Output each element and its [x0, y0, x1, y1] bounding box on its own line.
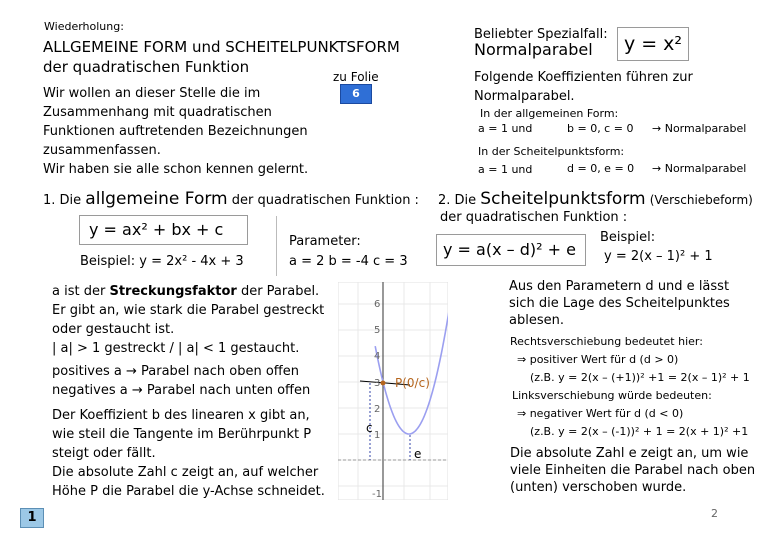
parabola-graph — [338, 282, 448, 500]
page-number-left: 1 — [20, 508, 44, 528]
general-example: Beispiel: y = 2x² - 4x + 3 — [80, 254, 244, 269]
general-form-section-heading: 1. Die allgemeine Form der quadratischen Funktion : — [43, 189, 419, 209]
e-description: Die absolute Zahl e zeigt an, um wie viele Einheiten die Parabel nach oben (unten) verschoben wurde. — [510, 446, 756, 495]
vertex-form-de: d = 0, e = 0 — [567, 162, 635, 175]
general-form-a: a = 1 und — [478, 122, 533, 135]
review-label: Wiederholung: — [44, 20, 124, 33]
to-slide-button[interactable]: 6 — [340, 84, 372, 104]
page-title-line2: der quadratischen Funktion — [43, 58, 250, 76]
tick-minus1: -1 — [372, 489, 382, 500]
right-shift-example: (z.B. y = 2(x – (+1))² +1 = 2(x – 1)² + 1 — [530, 371, 750, 384]
page-number-right: 2 — [711, 507, 718, 520]
e-label: e — [414, 447, 422, 461]
vertex-form-section-heading: 2. Die Scheitelpunktsform (Verschiebeform) — [438, 189, 753, 209]
vertex-form-a: a = 1 und — [478, 163, 533, 176]
tick-6: 6 — [374, 299, 381, 310]
page-title-line1: ALLGEMEINE FORM und SCHEITELPUNKTSFORM — [43, 38, 400, 56]
general-form-result: → Normalparabel — [652, 122, 747, 135]
right-shift-rule: ⇒ positiver Wert für d (d > 0) — [517, 353, 679, 366]
to-slide-label: zu Folie — [333, 70, 379, 84]
vertex-form-heading-line2: der quadratischen Funktion : — [440, 210, 628, 225]
tick-2: 2 — [374, 404, 381, 415]
vertex-formula-box — [436, 234, 586, 266]
point-p — [381, 381, 386, 386]
vertex-formula: y = a(x – d)² + e — [443, 240, 576, 259]
left-shift-rule: ⇒ negativer Wert für d (d < 0) — [517, 407, 684, 420]
vertex-example-formula: y = 2(x – 1)² + 1 — [604, 249, 713, 264]
general-formula: y = ax² + bx + c — [89, 220, 224, 239]
intro-text: Wir wollen an dieser Stelle die im Zusammenhang mit quadratischen Funktionen auftretenden Bezeichnungen zusammenfassen. Wir haben sie alle schon kennen gelernt. — [43, 86, 309, 177]
vertex-example-label: Beispiel: — [600, 230, 656, 245]
coefficient-text: Der Koeffizient b des linearen x gibt an, wie steil die Tangente im Berührpunkt P steigt oder fällt. Die absolute Zahl c zeigt an, auf welcher Höhe P die Parabel die y-Achse schneidet. — [52, 408, 325, 499]
special-lead-line1: Folgende Koeffizienten führen zur — [474, 70, 693, 85]
special-case-label: Beliebter Spezialfall: — [474, 27, 608, 42]
params-label: Parameter: — [289, 234, 361, 249]
general-formula-box — [79, 215, 248, 245]
tick-5: 5 — [374, 325, 381, 336]
tick-4: 4 — [374, 351, 381, 362]
vertex-form-result: → Normalparabel — [652, 162, 747, 175]
vertex-description: Aus den Parametern d und e lässt sich die Lage des Scheitelpunktes ablesen. — [509, 279, 730, 328]
streckungsfaktor-text: a ist der Streckungsfaktor der Parabel. Er gibt an, wie stark die Parabel gestreckt oder gestaucht ist. | a| > 1 gestreckt / | a| < 1 gestaucht. positives a → Parabel nach oben offen negatives a → Parabel nach unten offen — [52, 284, 325, 398]
vertex-form-heading: In der Scheitelpunktsform: — [478, 145, 625, 158]
tick-1: 1 — [374, 430, 381, 441]
c-label: c — [366, 421, 373, 435]
tick-3: 3 — [374, 378, 381, 389]
general-form-bc: b = 0, c = 0 — [567, 122, 634, 135]
right-shift-heading: Rechtsverschiebung bedeutet hier: — [510, 335, 703, 348]
left-shift-heading: Linksverschiebung würde bedeuten: — [512, 389, 712, 402]
special-case-formula-box — [617, 27, 689, 61]
divider — [276, 216, 277, 276]
params-values: a = 2 b = -4 c = 3 — [289, 254, 408, 269]
point-p-label: P(0/c) — [395, 376, 430, 390]
left-shift-example: (z.B. y = 2(x – (-1))² + 1 = 2(x + 1)² +1 — [530, 425, 749, 438]
special-lead-line2: Normalparabel. — [474, 89, 575, 104]
general-form-heading: In der allgemeinen Form: — [480, 107, 619, 120]
special-case-name: Normalparabel — [474, 40, 593, 59]
special-case-formula: y = x² — [623, 33, 683, 55]
